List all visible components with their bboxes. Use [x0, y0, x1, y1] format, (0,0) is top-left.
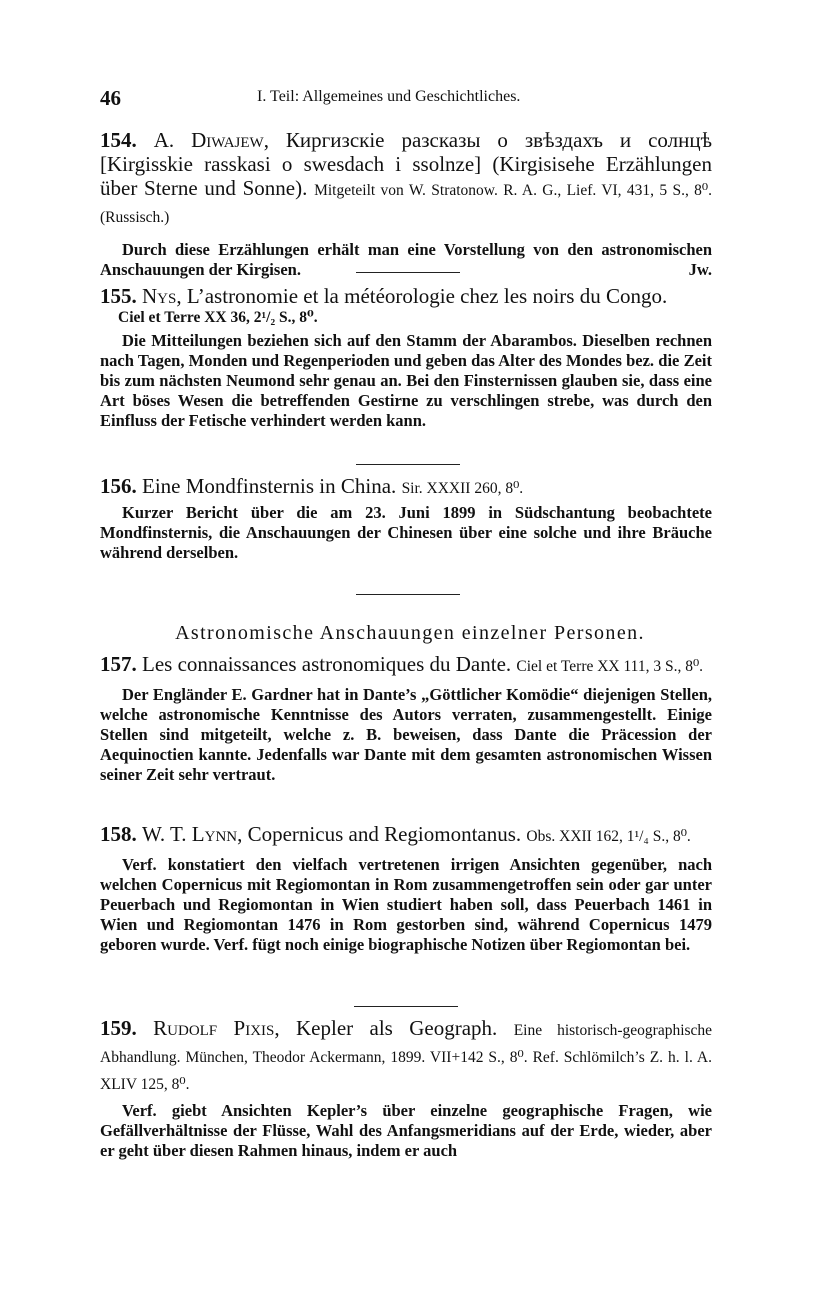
entry-title-text: Киргизскіе разсказы о звѣздахъ и солнцѣ [Kirgisskie rasskasi o swesdach i ssolnze] (Kirgisisehe Erzählungen über Sterne und Sonne).: [100, 128, 713, 200]
entry-body-text: Der Engländer E. Gardner hat in Dante’s „Göttlicher Komödie“ diejenigen Stellen, welche astronomische Kenntnisse des Autors verraten, zusammengestellt. Einige Stellen sind mitgeteilt, welche z. B. beweisen, dass Dante die Präcession der Aequinoctien kannte. Jedenfalls war Dante mit dem gesamten astronomischen Wissen seiner Zeit sehr vertraut.: [100, 685, 712, 784]
running-title: I. Teil: Allgemeines und Geschichtliches.: [257, 88, 521, 105]
entry-signature: Jw.: [688, 260, 712, 279]
entry-158: [100, 822, 712, 955]
entry-title-text: L’astronomie et la météorologie chez les noirs du Congo.: [186, 284, 668, 308]
entry-citation: Obs. XXII 162, 1¹/₄ S., 8⁰.: [526, 828, 691, 845]
entry-156: [100, 474, 712, 563]
entry-citation: Sir. XXXII 260, 8⁰.: [401, 480, 524, 497]
entry-title-text: Eine Mondfinsternis in China.: [142, 474, 397, 498]
entry-body: [100, 240, 712, 280]
entry-author: Nys,: [142, 284, 182, 308]
entry-number: 159.: [100, 1016, 137, 1040]
entry-number: 157.: [100, 652, 137, 676]
entry-citation: Ciel et Terre XX 111, 3 S., 8⁰.: [516, 658, 704, 675]
separator-rule: [356, 464, 460, 465]
entry-title: [100, 822, 712, 849]
entry-number: 158.: [100, 822, 137, 846]
entry-body: [100, 855, 712, 955]
entry-body-text: Verf. giebt Ansichten Kepler’s über einzelne geographische Fragen, wie Gefällverhältnisse der Flüsse, Wahl des Anfangsmeridians auf der Erde, wieder, aber er geht über diesen Rahmen hinaus, indem er auch: [100, 1101, 712, 1160]
entry-author: W. T. Lynn,: [142, 822, 243, 846]
separator-rule: [356, 272, 460, 273]
entry-number: 155.: [100, 284, 137, 308]
entry-title: [100, 652, 712, 679]
entry-author: Rudolf Pixis,: [153, 1016, 280, 1040]
entry-body-text: Die Mitteilungen beziehen sich auf den Stamm der Abarambos. Dieselben rechnen nach Tagen, Monden und Regenperioden und geben das Alter des Mondes bez. die Zeit bis zum nächsten Neumond sehr genau an. Bei den Finsternissen glauben sie, dass eine Art böses Wesen die betreffenden Gestirne zu verschlingen strebe, was durch den Einfluss der Fetische verhindert werden kann.: [100, 331, 712, 430]
entry-author: A. Diwajew,: [153, 128, 269, 152]
entry-155: [100, 284, 712, 431]
page-number: 46: [100, 86, 121, 110]
separator-rule: [356, 594, 460, 595]
entry-159: [100, 1016, 712, 1161]
entry-body: [100, 503, 712, 563]
entry-body-text: Durch diese Erzählungen erhält man eine Vorstellung von den astronomischen Anschauungen der Kirgisen.: [100, 240, 712, 279]
entry-number: 154.: [100, 128, 137, 152]
entry-title-text: Kepler als Geograph.: [296, 1016, 498, 1040]
entry-title: [100, 128, 712, 230]
entry-citation: Ciel et Terre XX 36, 2¹/₂ S., 8⁰.: [118, 309, 318, 326]
entry-title: [100, 1016, 712, 1097]
entry-citation: Eine historisch-geographische Abhandlung. München, Theodor Ackermann, 1899. VII+142 S., 8⁰. Ref. Schlömilch’s Z. h. l. A. XLIV 125, 8⁰.: [100, 1022, 713, 1093]
entry-body-text: Kurzer Bericht über die am 23. Juni 1899 in Südschantung beobachtete Mondfinsternis, die Anschauungen der Chinesen über eine solche und ihre Bräuche während derselben.: [100, 503, 712, 562]
entry-157: [100, 652, 712, 785]
page-header: [100, 86, 712, 112]
entry-154: [100, 128, 712, 280]
entry-number: 156.: [100, 474, 137, 498]
separator-rule: [354, 1006, 458, 1007]
entry-body-text: Verf. konstatiert den vielfach vertretenen irrigen Ansichten gegenüber, nach welchen Copernicus mit Regiomontan in Rom zusammengetroffen sein oder gar unter Peuerbach und Regiomontan in Wien studiert haben soll, dass Peuerbach 1461 in Wien und Regiomontan 1476 in Rom gestorben sind, während Copernicus 1479 geboren wurde. Verf. fügt noch einige biographische Notizen über Regiomontan bei.: [100, 855, 712, 954]
entry-citation: Mitgeteilt von W. Stratonow. R. A. G., Lief. VI, 431, 5 S., 8⁰. (Russisch.): [100, 182, 712, 226]
entry-body: [100, 685, 712, 785]
entry-title: [100, 284, 712, 308]
entry-title: [100, 474, 712, 501]
entry-body: [100, 331, 712, 431]
entry-title-text: Les connaissances astronomiques du Dante.: [142, 652, 512, 676]
entry-body: [100, 1101, 712, 1161]
section-heading: Astronomische Anschauungen einzelner Personen.: [175, 622, 645, 644]
entry-title-text: Copernicus and Regiomontanus.: [247, 822, 522, 846]
